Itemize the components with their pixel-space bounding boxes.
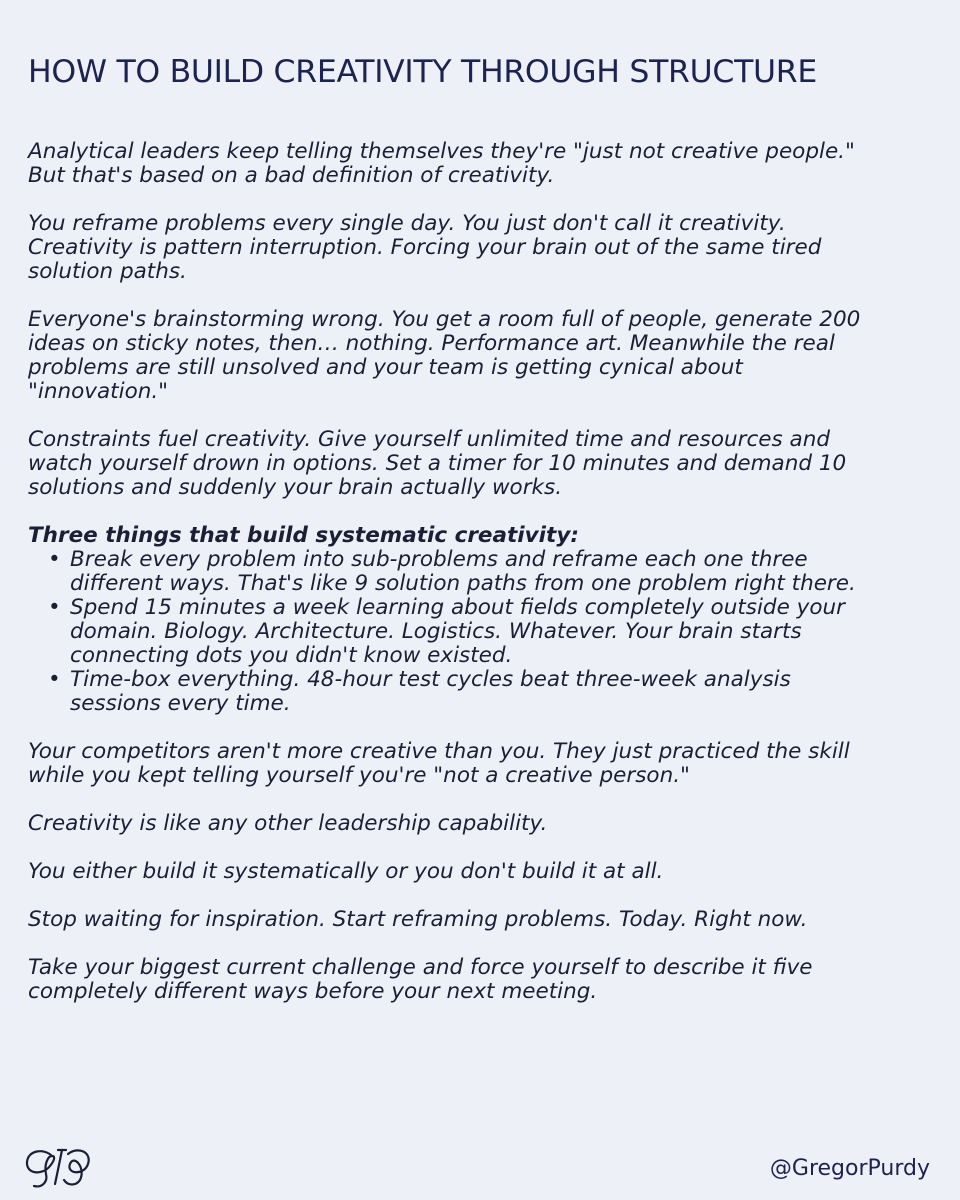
page-title: HOW TO BUILD CREATIVITY THROUGH STRUCTURE <box>28 54 817 90</box>
text-line: Creativity is pattern interruption. Forcing your brain out of the same tired <box>28 235 822 260</box>
text-line: Analytical leaders keep telling themselves they're "just not creative people." <box>28 139 855 164</box>
text-line: Take your biggest current challenge and force yourself to describe it five <box>28 955 813 980</box>
author-handle: @GregorPurdy <box>769 1156 930 1181</box>
text-line: Everyone's brainstorming wrong. You get a room full of people, generate 200 <box>28 307 861 332</box>
text-line: watch yourself drown in options. Set a timer for 10 minutes and demand 10 <box>28 451 847 476</box>
text-line: solution paths. <box>28 259 187 284</box>
intro-paragraph <box>28 308 948 404</box>
text-line: connecting dots you didn't know existed. <box>70 643 513 668</box>
article-body <box>28 140 948 1028</box>
text-line: Spend 15 minutes a week learning about fields completely outside your <box>70 595 845 620</box>
intro-paragraph <box>28 140 948 188</box>
list-heading: Three things that build systematic creativity: <box>28 523 579 548</box>
text-line: sessions every time. <box>70 691 291 716</box>
closing-paragraph <box>28 812 948 836</box>
bullet-icon: • <box>48 667 61 692</box>
text-line: Your competitors aren't more creative than you. They just practiced the skill <box>28 739 850 764</box>
bullet-icon: • <box>48 547 61 572</box>
text-line: Time-box everything. 48-hour test cycles beat three-week analysis <box>70 667 791 692</box>
intro-paragraph <box>28 428 948 500</box>
intro-paragraph <box>28 212 948 284</box>
closing-paragraph <box>28 908 948 932</box>
text-line: ideas on sticky notes, then… nothing. Performance art. Meanwhile the real <box>28 331 835 356</box>
tips-list <box>28 548 948 716</box>
text-line: Constraints fuel creativity. Give yourself unlimited time and resources and <box>28 427 830 452</box>
closing-paragraph <box>28 740 948 788</box>
intro-section <box>28 140 948 500</box>
text-line: Break every problem into sub-problems and reframe each one three <box>70 547 808 572</box>
list-item <box>48 547 948 596</box>
gp-monogram-icon <box>22 1142 98 1190</box>
list-item <box>48 667 948 716</box>
closing-section <box>28 740 948 1004</box>
text-line: solutions and suddenly your brain actually works. <box>28 475 563 500</box>
text-line: domain. Biology. Architecture. Logistics. Whatever. Your brain starts <box>70 619 802 644</box>
text-line: You either build it systematically or you don't build it at all. <box>28 859 664 884</box>
text-line: Creativity is like any other leadership capability. <box>28 811 548 836</box>
bullet-icon: • <box>48 595 61 620</box>
text-line: Stop waiting for inspiration. Start reframing problems. Today. Right now. <box>28 907 808 932</box>
text-line: while you kept telling yourself you're "not a creative person." <box>28 763 690 788</box>
closing-paragraph <box>28 860 948 884</box>
text-line: completely different ways before your next meeting. <box>28 979 598 1004</box>
text-line: different ways. That's like 9 solution paths from one problem right there. <box>70 571 856 596</box>
text-line: You reframe problems every single day. You just don't call it creativity. <box>28 211 786 236</box>
closing-paragraph <box>28 956 948 1004</box>
list-item <box>48 595 948 668</box>
text-line: But that's based on a bad definition of creativity. <box>28 163 555 188</box>
text-line: "innovation." <box>28 379 169 404</box>
text-line: problems are still unsolved and your team is getting cynical about <box>28 355 743 380</box>
